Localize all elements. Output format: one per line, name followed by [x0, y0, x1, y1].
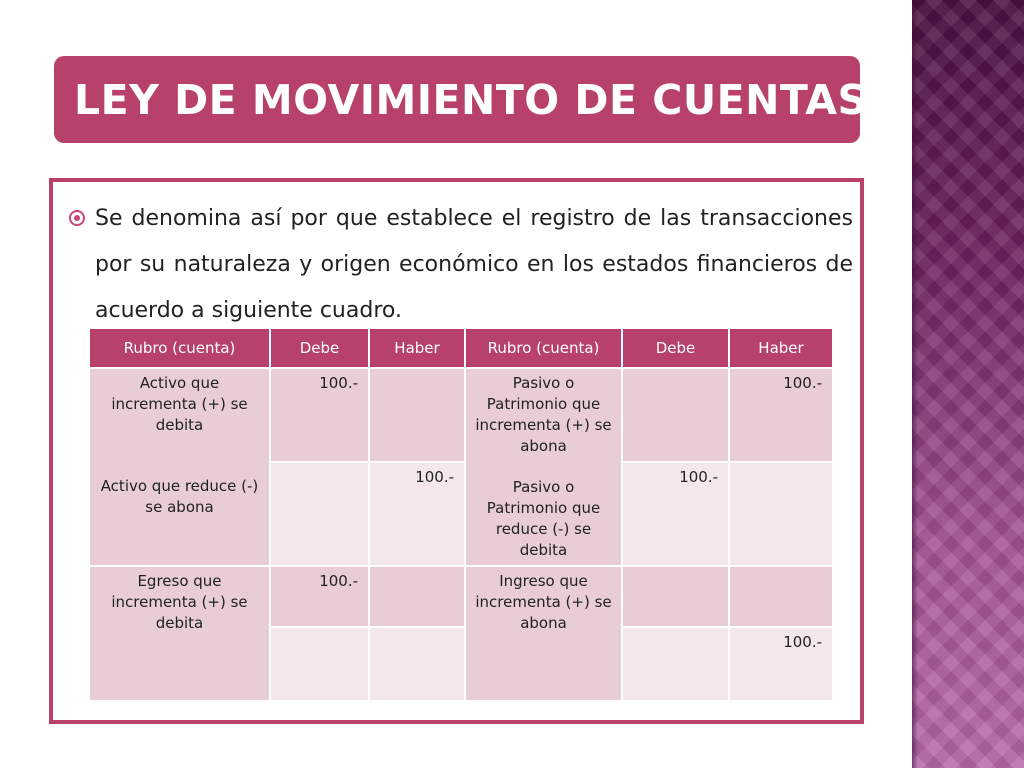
bullet-text: Se denomina así por que establece el registro de las transacciones por su naturaleza y origen económico en los estados financieros de acuerdo a siguiente cuadro.	[95, 206, 853, 323]
cell-haber: 100.-	[729, 627, 833, 701]
cell-debe	[270, 627, 369, 701]
cell-haber	[369, 566, 465, 627]
accounts-movement-table	[88, 327, 834, 702]
cell-ingreso	[465, 566, 622, 701]
cell-activo	[89, 368, 270, 566]
cell-haber	[369, 368, 465, 462]
cell-debe: 100.-	[270, 368, 369, 462]
title-banner	[54, 56, 868, 143]
rubro-activo-incrementa: Activo que incrementa (+) se debita	[111, 374, 248, 434]
header-debe-left: Debe	[270, 328, 369, 368]
cell-debe	[622, 566, 729, 627]
decorative-side-band	[912, 0, 1024, 768]
rubro-ingreso: Ingreso que incrementa (+) se abona	[475, 572, 612, 632]
rubro-activo-reduce: Activo que reduce (-) se abona	[100, 477, 259, 516]
cell-haber	[369, 627, 465, 701]
bullet-paragraph	[61, 196, 853, 334]
bullet-circle-icon	[69, 210, 85, 226]
cell-haber	[729, 566, 833, 627]
table-row	[89, 566, 833, 627]
header-haber-left: Haber	[369, 328, 465, 368]
cell-debe: 100.-	[270, 566, 369, 627]
cell-debe	[270, 462, 369, 566]
cell-haber: 100.-	[369, 462, 465, 566]
cell-debe	[622, 627, 729, 701]
cell-egreso	[89, 566, 270, 701]
header-haber-right: Haber	[729, 328, 833, 368]
header-rubro-left: Rubro (cuenta)	[89, 328, 270, 368]
rubro-pasivo-incrementa: Pasivo o Patrimonio que incrementa (+) se abona	[475, 374, 612, 455]
cell-pasivo	[465, 368, 622, 566]
table-header-row	[89, 328, 833, 368]
header-debe-right: Debe	[622, 328, 729, 368]
rubro-pasivo-reduce: Pasivo o Patrimonio que reduce (-) se debita	[486, 478, 601, 559]
cell-debe	[622, 368, 729, 462]
cell-debe: 100.-	[622, 462, 729, 566]
header-rubro-right: Rubro (cuenta)	[465, 328, 622, 368]
cell-haber: 100.-	[729, 368, 833, 462]
slide-title: LEY DE MOVIMIENTO DE CUENTAS	[74, 75, 868, 124]
cell-haber	[729, 462, 833, 566]
rubro-egreso: Egreso que incrementa (+) se debita	[111, 572, 248, 632]
table-row	[89, 368, 833, 462]
